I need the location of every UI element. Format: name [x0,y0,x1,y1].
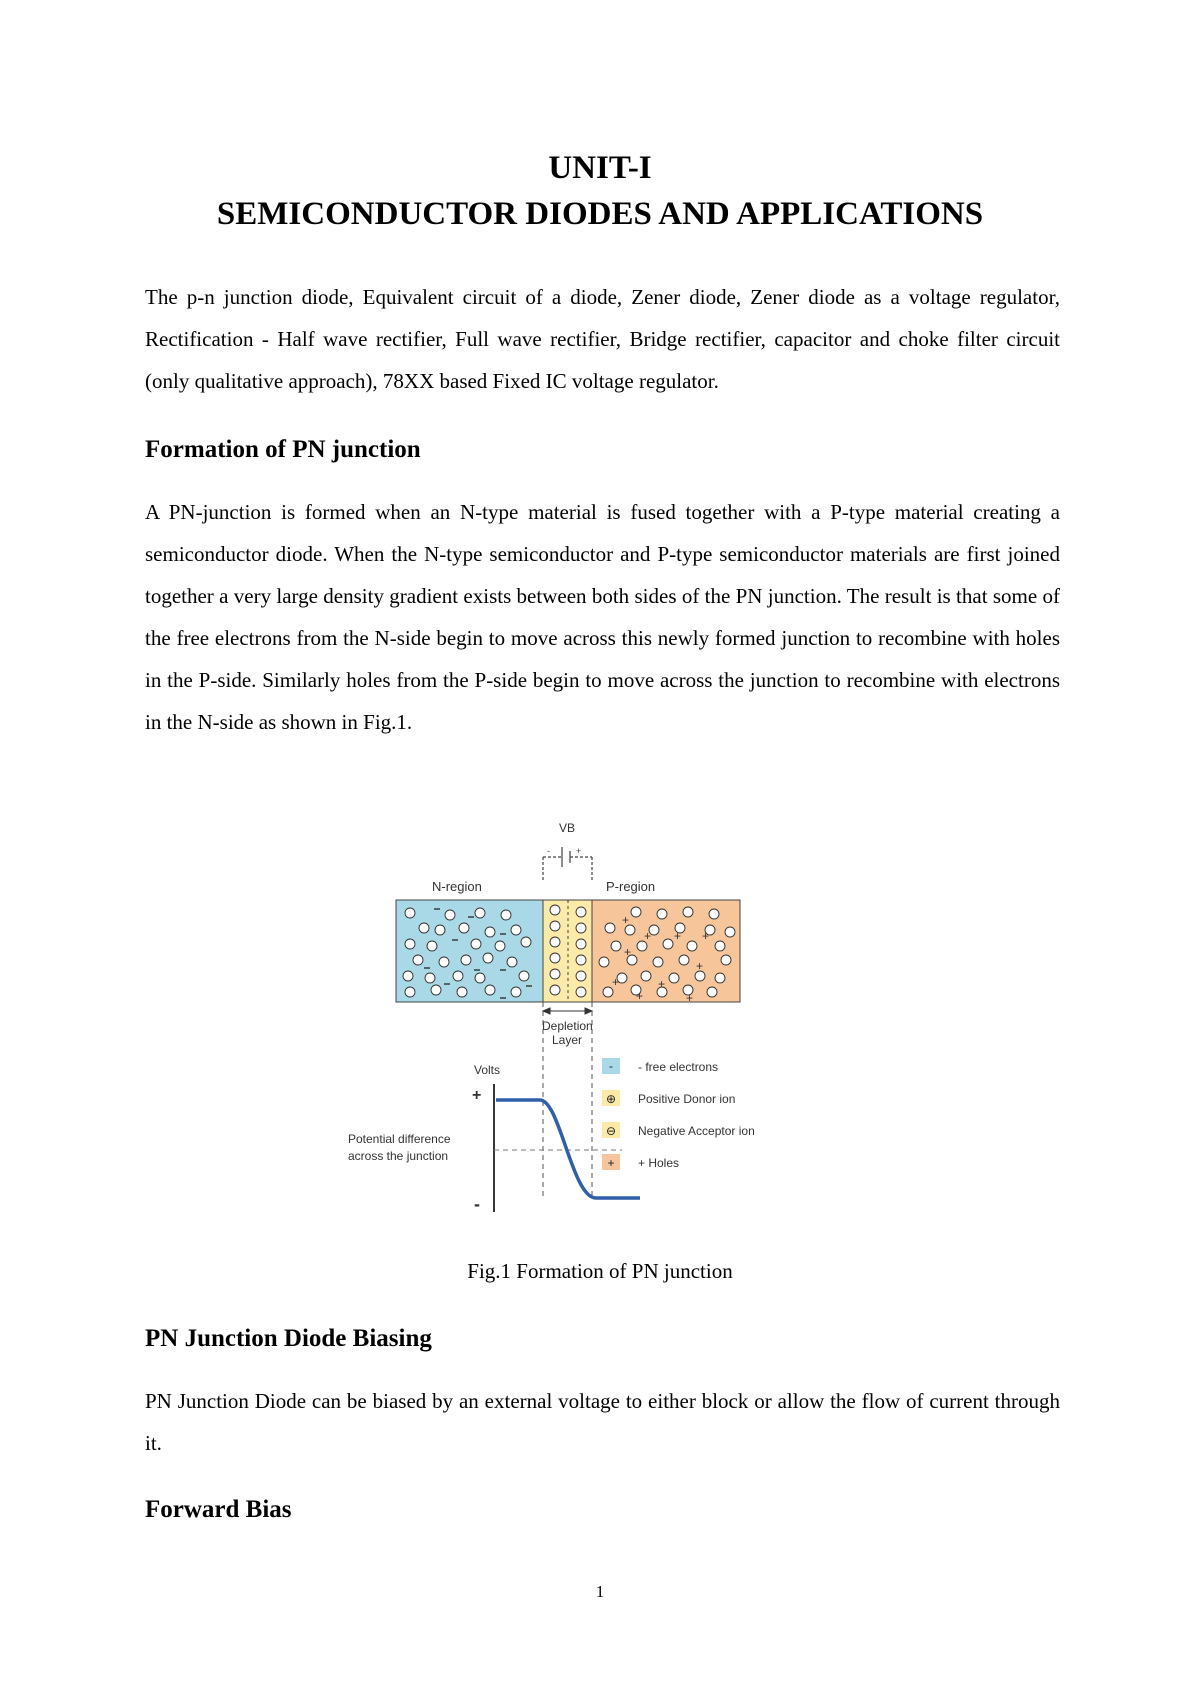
battery-plus: + [576,846,582,856]
minus-label: - [474,1194,480,1214]
section-heading-formation: Formation of PN junction [145,436,421,463]
svg-text:+: + [658,977,666,991]
unit-title: UNIT-I [548,150,652,186]
document-title: SEMICONDUCTOR DIODES AND APPLICATIONS [216,196,984,232]
section-heading-forward-bias: Forward Bias [145,1496,292,1523]
legend-label-holes: + Holes [638,1156,680,1170]
p-region-label: P-region [606,879,656,894]
legend-symbol-electrons: - [609,1059,613,1073]
vb-label: VB [559,821,576,835]
potential-curve [496,1100,640,1198]
plus-label: + [472,1087,482,1104]
legend-symbol-donor: ⊕ [605,1092,617,1106]
depletion-label-line1: Depletion [542,1019,593,1033]
syllabus-paragraph: The p-n junction diode, Equivalent circuit of a diode, Zener diode, Zener diode as a voltage regulator, Rectification - Half wave rectifier, Full wave rectifier, Bridge rectifier, capacitor and choke filter circuit (only qualitative approach), 78XX based Fixed IC voltage regulator. [145,285,1060,393]
legend-label-acceptor: Negative Acceptor ion [638,1124,755,1138]
battery-minus: - [547,846,550,856]
potential-label-line1: Potential difference [348,1132,451,1146]
svg-text:+: + [674,929,682,943]
svg-text:+: + [622,913,630,927]
formation-paragraph: A PN-junction is formed when an N-type material is fused together with a P-type material creating a semiconductor diode. When the N-type semiconductor and P-type semiconductor materials are first joined together a very large density gradient exists between both sides of the PN junction. The result is that some of the free electrons from the N-side begin to move across this newly formed junction to recombine with holes in the P-side. Similarly holes from the P-side begin to move across the junction to recombine with electrons in the N-side as shown in Fig.1. [145,500,1060,734]
depletion-width-arrow [543,1008,592,1014]
svg-text:+: + [686,991,694,1005]
legend-symbol-acceptor: ⊖ [605,1124,617,1138]
legend-label-electrons: - free electrons [638,1060,719,1074]
pn-junction-diagram [340,820,860,1220]
svg-text:+: + [624,945,632,959]
potential-label-line2: across the junction [348,1149,449,1163]
n-region-label: N-region [432,879,482,894]
svg-text:+: + [612,975,620,989]
legend [602,1058,755,1170]
n-region-block [396,900,543,1002]
legend-symbol-holes: + [607,1156,615,1170]
section-heading-biasing: PN Junction Diode Biasing [145,1325,432,1352]
battery-icon [543,847,592,880]
svg-text:+: + [644,929,652,943]
svg-text:+: + [702,929,710,943]
page-number: 1 [595,1582,605,1601]
biasing-paragraph: PN Junction Diode can be biased by an external voltage to either block or allow the flow of current through it. [145,1389,1060,1455]
legend-label-donor: Positive Donor ion [638,1092,736,1106]
depletion-label-line2: Layer [552,1033,583,1047]
svg-text:+: + [636,989,644,1003]
pn-junction-figure [340,820,860,1220]
volts-label: Volts [474,1063,501,1077]
svg-text:+: + [696,959,704,973]
figure-caption: Fig.1 Formation of PN junction [467,1259,733,1283]
